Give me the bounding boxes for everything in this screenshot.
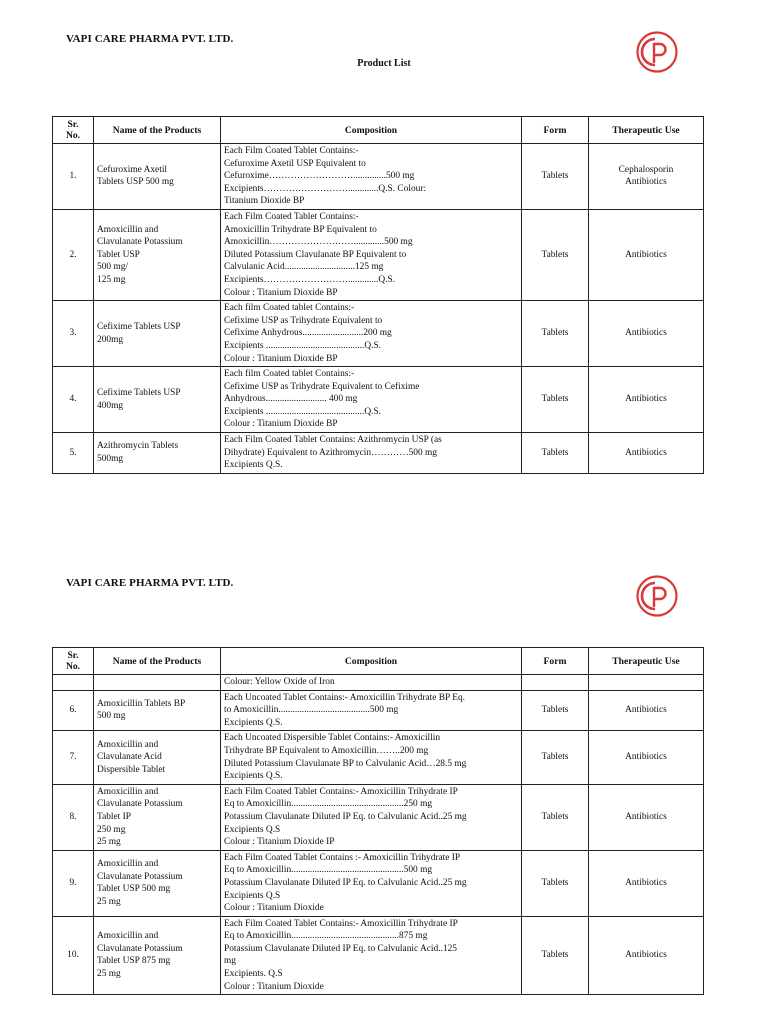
product-table-2 bbox=[52, 647, 704, 995]
product-name-line: Cefuroxime Axetil bbox=[97, 164, 168, 175]
product-name-line: 400mg bbox=[97, 400, 124, 411]
product-name-line: Tablet USP 500 mg bbox=[97, 884, 171, 895]
therapeutic-use-cell bbox=[589, 731, 704, 784]
product-name-cell bbox=[94, 850, 221, 916]
product-name-line: Amoxicillin and bbox=[97, 931, 159, 942]
composition-line: Colour : Titanium Dioxide BP bbox=[224, 419, 338, 430]
product-name-line: 125 mg bbox=[97, 274, 126, 285]
form-cell: Tablets bbox=[522, 916, 589, 995]
composition-line: Colour : Titanium Dioxide IP bbox=[224, 837, 335, 848]
sr-cell: 7. bbox=[53, 731, 94, 784]
table-body bbox=[53, 675, 704, 995]
header-product-name: Name of the Products bbox=[94, 117, 221, 144]
header-product-name: Name of the Products bbox=[94, 648, 221, 675]
header-sr-no bbox=[53, 117, 94, 144]
product-name-line: 25 mg bbox=[97, 896, 121, 907]
sr-cell: 2. bbox=[53, 209, 94, 300]
composition-cell bbox=[221, 675, 522, 691]
product-name-line: Amoxicillin and bbox=[97, 739, 159, 750]
product-name-line: 500 mg bbox=[97, 711, 126, 722]
table-header-row bbox=[53, 117, 704, 144]
therapeutic-use-line: Antibiotics bbox=[625, 752, 667, 763]
header-therapeutic-use: Therapeutic Use bbox=[589, 648, 704, 675]
composition-line: Each Film Coated Tablet Contains: Azithromycin USP (as bbox=[224, 435, 442, 446]
product-name-line: Dispersible Tablet bbox=[97, 764, 166, 775]
composition-line: Potassium Clavulanate Diluted IP Eq. to Calvulanic Acid..25 mg bbox=[224, 877, 467, 888]
composition-cell bbox=[221, 916, 522, 995]
composition-line: Anhydrous.......................... 400 mg bbox=[224, 394, 358, 405]
therapeutic-use-line: Antibiotics bbox=[625, 394, 667, 405]
table-row bbox=[53, 916, 704, 995]
product-name-line: Tablets USP 500 mg bbox=[97, 177, 174, 188]
product-name-line: 500mg bbox=[97, 453, 124, 464]
sr-cell: 8. bbox=[53, 784, 94, 850]
composition-line: Excipients Q.S bbox=[224, 824, 281, 835]
sr-cell bbox=[53, 675, 94, 691]
therapeutic-use-line: Antibiotics bbox=[625, 877, 667, 888]
product-name-line: Cefixime Tablets USP bbox=[97, 322, 181, 333]
product-name-line: Azithromycin Tablets bbox=[97, 441, 179, 452]
table-row bbox=[53, 784, 704, 850]
composition-line: Amoxicillin……………………….............500 mg bbox=[224, 237, 413, 248]
product-table-1 bbox=[52, 116, 704, 474]
composition-line: Diluted Potassium Clavulanate BP to Calvulanic Acid…28.5 mg bbox=[224, 758, 467, 769]
sr-cell: 4. bbox=[53, 367, 94, 433]
product-name-cell bbox=[94, 301, 221, 367]
composition-line: Each Film Coated Tablet Contains:- bbox=[224, 211, 359, 222]
product-name-line: Tablet IP bbox=[97, 811, 131, 822]
cp-logo-icon bbox=[635, 574, 679, 618]
product-name-cell bbox=[94, 209, 221, 300]
company-name: VAPI CARE PHARMA PVT. LTD. bbox=[66, 33, 234, 45]
product-name-line: 200mg bbox=[97, 334, 124, 345]
composition-line: Excipients……………………….............Q.S. bbox=[224, 274, 396, 285]
composition-line: Potassium Clavulanate Diluted IP Eq. to Calvulanic Acid..125 bbox=[224, 943, 457, 954]
therapeutic-use-line: Cephalosporin bbox=[618, 164, 674, 175]
table-row bbox=[53, 850, 704, 916]
therapeutic-use-cell bbox=[589, 916, 704, 995]
composition-line: Excipients Q.S bbox=[224, 890, 281, 901]
composition-line: Excipients ..........................................Q.S. bbox=[224, 406, 382, 417]
composition-line: Each Film Coated Tablet Contains :- Amoxicillin Trihydrate IP bbox=[224, 852, 461, 863]
table-row bbox=[53, 144, 704, 210]
header-form: Form bbox=[522, 648, 589, 675]
composition-line: Excipients Q.S. bbox=[224, 460, 283, 471]
composition-cell bbox=[221, 144, 522, 210]
header-sr-line: Sr. bbox=[67, 119, 79, 130]
composition-cell bbox=[221, 301, 522, 367]
sr-cell: 5. bbox=[53, 433, 94, 474]
composition-line: Diluted Potassium Clavulanate BP Equivalent to bbox=[224, 249, 407, 260]
product-name-cell bbox=[94, 367, 221, 433]
table-row bbox=[53, 433, 704, 474]
product-name-line: Amoxicillin and bbox=[97, 224, 159, 235]
product-name-cell bbox=[94, 731, 221, 784]
composition-line: Eq to Amoxicillin................................................500 mg bbox=[224, 865, 433, 876]
product-name-cell bbox=[94, 144, 221, 210]
table-header-row bbox=[53, 648, 704, 675]
therapeutic-use-line: Antibiotics bbox=[625, 177, 667, 188]
composition-line: Excipients. Q.S bbox=[224, 969, 283, 980]
composition-cell bbox=[221, 209, 522, 300]
therapeutic-use-cell bbox=[589, 690, 704, 731]
form-cell: Tablets bbox=[522, 850, 589, 916]
composition-line: Colour : Titanium Dioxide BP bbox=[224, 287, 338, 298]
cp-logo-icon bbox=[635, 30, 679, 74]
product-name-line: Tablet USP 875 mg bbox=[97, 956, 171, 967]
composition-cell bbox=[221, 850, 522, 916]
product-name-line: Amoxicillin and bbox=[97, 859, 159, 870]
document-title: Product List bbox=[357, 58, 411, 69]
product-name-line: 500 mg/ bbox=[97, 262, 128, 273]
composition-line: Each Uncoated Dispersible Tablet Contains:- Amoxicillin bbox=[224, 733, 441, 744]
therapeutic-use-line: Antibiotics bbox=[625, 811, 667, 822]
composition-line: Potassium Clavulanate Diluted IP Eq. to Calvulanic Acid..25 mg bbox=[224, 811, 467, 822]
product-name-cell bbox=[94, 675, 221, 691]
form-cell: Tablets bbox=[522, 731, 589, 784]
composition-line: Dihydrate) Equivalent to Azithromycin…………500 mg bbox=[224, 447, 437, 458]
table-body bbox=[53, 144, 704, 474]
form-cell: Tablets bbox=[522, 433, 589, 474]
table-row bbox=[53, 367, 704, 433]
form-cell bbox=[522, 675, 589, 691]
composition-line: Cefuroxime………………………..............500 mg bbox=[224, 171, 415, 182]
composition-line: Cefixime Anhydrous..........................200 mg bbox=[224, 328, 392, 339]
header-composition: Composition bbox=[221, 648, 522, 675]
sr-cell: 10. bbox=[53, 916, 94, 995]
composition-line: Eq to Amoxicillin................................................250 mg bbox=[224, 799, 433, 810]
composition-cell bbox=[221, 784, 522, 850]
composition-line: Excipients……………………….............Q.S. Colour: bbox=[224, 183, 427, 194]
product-name-line: 25 mg bbox=[97, 969, 121, 980]
header-sr-no bbox=[53, 648, 94, 675]
form-cell: Tablets bbox=[522, 367, 589, 433]
composition-line: Cefuroxime Axetil USP Equivalent to bbox=[224, 158, 366, 169]
product-name-cell bbox=[94, 433, 221, 474]
therapeutic-use-line: Antibiotics bbox=[625, 950, 667, 961]
document-page-2 bbox=[0, 562, 768, 1024]
product-name-line: Clavulanate Potassium bbox=[97, 237, 183, 248]
sr-cell: 9. bbox=[53, 850, 94, 916]
composition-line: Excipients ..........................................Q.S. bbox=[224, 340, 382, 351]
therapeutic-use-cell bbox=[589, 675, 704, 691]
composition-line: Trihydrate BP Equivalent to Amoxicillin……..200 mg bbox=[224, 745, 429, 756]
product-name-line: Cefixime Tablets USP bbox=[97, 387, 181, 398]
table-row bbox=[53, 690, 704, 731]
header-no-line: No. bbox=[65, 130, 81, 141]
composition-cell bbox=[221, 731, 522, 784]
composition-line: Each Film Coated Tablet Contains:- bbox=[224, 146, 359, 156]
header-form: Form bbox=[522, 117, 589, 144]
form-cell: Tablets bbox=[522, 209, 589, 300]
therapeutic-use-cell bbox=[589, 850, 704, 916]
composition-line: mg bbox=[224, 956, 236, 967]
table-row bbox=[53, 301, 704, 367]
therapeutic-use-cell bbox=[589, 784, 704, 850]
therapeutic-use-line: Antibiotics bbox=[625, 328, 667, 339]
composition-cell bbox=[221, 433, 522, 474]
composition-cell bbox=[221, 690, 522, 731]
composition-line: Cefixime USP as Trihydrate Equivalent to bbox=[224, 315, 383, 326]
header-therapeutic-use: Therapeutic Use bbox=[589, 117, 704, 144]
sr-cell: 1. bbox=[53, 144, 94, 210]
composition-line: Each Film Coated Tablet Contains:- Amoxicillin Trihydrate IP bbox=[224, 918, 458, 929]
product-name-line: 250 mg bbox=[97, 824, 126, 835]
form-cell: Tablets bbox=[522, 301, 589, 367]
composition-line: Colour : Titanium Dioxide bbox=[224, 981, 324, 992]
product-name-cell bbox=[94, 690, 221, 731]
table-row bbox=[53, 209, 704, 300]
therapeutic-use-cell bbox=[589, 367, 704, 433]
header-sr-line: Sr. bbox=[67, 650, 79, 661]
composition-line: Each Film Coated Tablet Contains:- Amoxicillin Trihydrate IP bbox=[224, 786, 458, 797]
product-name-cell bbox=[94, 916, 221, 995]
product-name-line: Tablet USP bbox=[97, 249, 140, 260]
composition-line: Colour: Yellow Oxide of Iron bbox=[224, 677, 335, 687]
composition-line: Colour : Titanium Dioxide bbox=[224, 903, 324, 914]
form-cell: Tablets bbox=[522, 784, 589, 850]
product-name-line: Clavulanate Acid bbox=[97, 752, 162, 763]
composition-line: Cefixime USP as Trihydrate Equivalent to Cefixime bbox=[224, 381, 420, 392]
composition-line: Titanium Dioxide BP bbox=[224, 196, 305, 207]
composition-line: Calvulanic Acid..............................125 mg bbox=[224, 262, 384, 273]
composition-line: Eq to Amoxicillin..............................................875 mg bbox=[224, 931, 428, 942]
form-cell: Tablets bbox=[522, 690, 589, 731]
document-page-1 bbox=[0, 0, 768, 500]
therapeutic-use-cell bbox=[589, 433, 704, 474]
table-row bbox=[53, 731, 704, 784]
continuation-row bbox=[53, 675, 704, 691]
product-name-cell bbox=[94, 784, 221, 850]
composition-cell bbox=[221, 367, 522, 433]
product-name-line: Amoxicillin Tablets BP bbox=[97, 698, 186, 709]
company-name: VAPI CARE PHARMA PVT. LTD. bbox=[66, 577, 234, 589]
composition-line: to Amoxicillin.......................................500 mg bbox=[224, 705, 399, 716]
therapeutic-use-line: Antibiotics bbox=[625, 705, 667, 716]
product-name-line: Clavulanate Potassium bbox=[97, 799, 183, 810]
composition-line: Each Uncoated Tablet Contains:- Amoxicillin Trihydrate BP Eq. bbox=[224, 692, 465, 703]
therapeutic-use-cell bbox=[589, 209, 704, 300]
composition-line: Each film Coated tablet Contains:- bbox=[224, 303, 355, 314]
product-name-line: Clavulanate Potassium bbox=[97, 871, 183, 882]
composition-line: Excipients Q.S. bbox=[224, 717, 283, 728]
product-name-line: Clavulanate Potassium bbox=[97, 943, 183, 954]
form-cell: Tablets bbox=[522, 144, 589, 210]
sr-cell: 3. bbox=[53, 301, 94, 367]
composition-line: Each film Coated tablet Contains:- bbox=[224, 369, 355, 380]
composition-line: Colour : Titanium Dioxide BP bbox=[224, 353, 338, 364]
therapeutic-use-cell bbox=[589, 301, 704, 367]
header-composition: Composition bbox=[221, 117, 522, 144]
product-name-line: Amoxicillin and bbox=[97, 786, 159, 797]
sr-cell: 6. bbox=[53, 690, 94, 731]
therapeutic-use-line: Antibiotics bbox=[625, 447, 667, 458]
header-no-line: No. bbox=[65, 661, 81, 672]
product-name-line: 25 mg bbox=[97, 837, 121, 848]
therapeutic-use-cell bbox=[589, 144, 704, 210]
therapeutic-use-line: Antibiotics bbox=[625, 249, 667, 260]
composition-line: Amoxicillin Trihydrate BP Equivalent to bbox=[224, 224, 377, 235]
composition-line: Excipients Q.S. bbox=[224, 771, 283, 782]
